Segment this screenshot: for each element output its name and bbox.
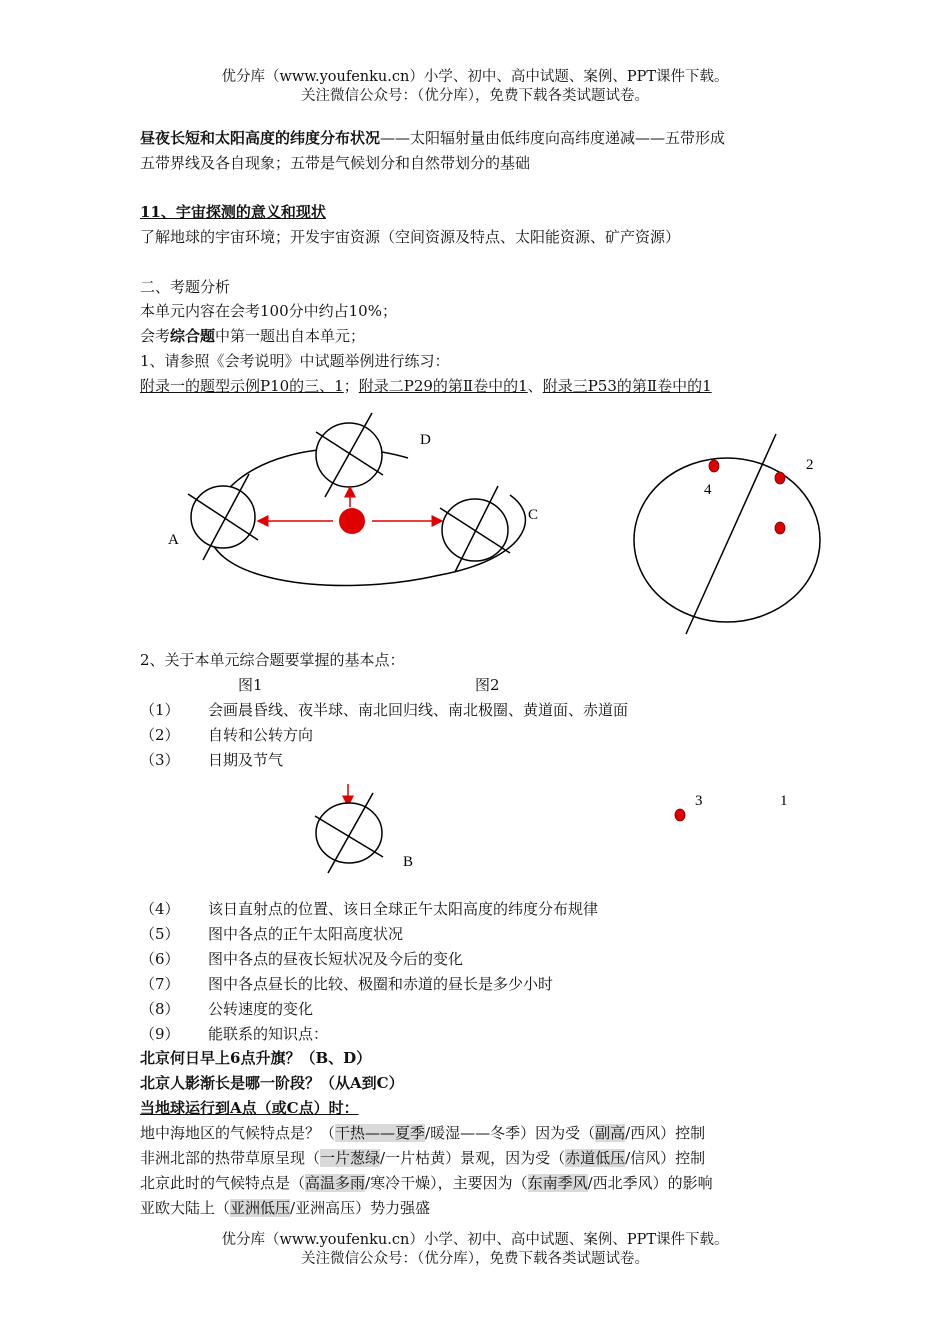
- point-text: 图中各点昼长的比较、极圈和赤道的昼长是多少小时: [208, 975, 554, 993]
- point-row-8: [140, 999, 313, 1019]
- label-d: D: [420, 432, 431, 448]
- section-11-title: 11、宇宙探测的意义和现状: [140, 203, 326, 221]
- point-text: 图中各点的正午太阳高度状况: [208, 925, 404, 943]
- sep-2: 、: [527, 377, 543, 395]
- intro-bold: 昼夜长短和太阳高度的纬度分布状况: [140, 129, 381, 147]
- answer-highlight: 赤道低压: [565, 1149, 626, 1167]
- label-a: A: [168, 532, 179, 548]
- text-seg: /亚洲高压）势力强盛: [290, 1199, 431, 1217]
- text-seg: /暖湿——冬季）因为受（: [425, 1124, 596, 1142]
- earth-a: [188, 474, 258, 560]
- climate-row-1: [140, 1123, 705, 1143]
- footer-line-2: 关注微信公众号：（优分库），免费下载各类试题试卷。: [301, 1251, 649, 1267]
- answer-highlight: 亚洲低压: [230, 1199, 291, 1217]
- answer-highlight: 高温多雨: [305, 1174, 366, 1192]
- analysis-heading: 二、考题分析: [140, 278, 231, 296]
- figure-2-lower: [675, 793, 788, 821]
- figure-2: [634, 434, 820, 634]
- figure-2-caption: 图2: [475, 676, 500, 694]
- point-row-5: [140, 924, 403, 944]
- earth-b: [315, 784, 413, 873]
- point-num: （3）: [140, 751, 180, 769]
- climate-row-2: [140, 1148, 705, 1168]
- text-seg: /一片枯黄）景观，因为受（: [380, 1149, 566, 1167]
- point-num: （1）: [140, 701, 180, 719]
- point-num: （9）: [140, 1025, 180, 1043]
- label-4: 4: [704, 482, 712, 498]
- intro-rest: ——太阳辐射量由低纬度向高纬度递减——五带形成: [380, 129, 726, 147]
- text-seg: 亚欧大陆上（: [140, 1199, 231, 1217]
- point-text: 该日直射点的位置、该日全球正午太阳高度的纬度分布规律: [208, 900, 599, 918]
- point-text: 公转速度的变化: [208, 1000, 314, 1018]
- text-seg: /西北季风）的影响: [587, 1174, 713, 1192]
- figure-2-circle: [634, 458, 820, 622]
- section-11-text: 了解地球的宇宙环境；开发宇宙资源（空间资源及特点、太阳能资源、矿产资源）: [140, 228, 681, 246]
- analysis-l2-c: 中第一题出自本单元；: [215, 327, 366, 345]
- point-row-4: [140, 899, 598, 919]
- header-line-1: 优分库（www.youfenku.cn）小学、初中、高中试题、案例、PPT课件下载。: [221, 69, 729, 85]
- figure-1: [168, 413, 538, 586]
- point-num: （5）: [140, 925, 180, 943]
- point-row-3: [140, 750, 283, 770]
- text-seg: /西风）控制: [625, 1124, 706, 1142]
- analysis-line-3: 1、请参照《会考说明》中试题举例进行练习：: [140, 352, 450, 370]
- point-text: 会画晨昏线、夜半球、南北回归线、南北极圈、黄道面、赤道面: [208, 701, 629, 719]
- sep-1: ；: [343, 377, 359, 395]
- point-text: 日期及节气: [208, 751, 284, 769]
- point-text: 图中各点的昼夜长短状况及今后的变化: [208, 950, 464, 968]
- point-num: （4）: [140, 900, 180, 918]
- answer-highlight: 一片葱绿: [320, 1149, 381, 1167]
- analysis-l2-a: 会考: [140, 327, 171, 345]
- climate-row-3: [140, 1173, 713, 1193]
- label-b: B: [403, 854, 414, 870]
- point-row-1: [140, 700, 628, 720]
- header-line-2: 关注微信公众号：（优分库），免费下载各类试题试卷。: [301, 88, 649, 104]
- analysis-l2-b: 综合题: [170, 327, 216, 345]
- point-num: （6）: [140, 950, 180, 968]
- appendix-3-ref: 附录三P53的第Ⅱ卷中的1: [542, 377, 712, 395]
- point-4: [709, 460, 719, 472]
- text-seg: /信风）控制: [625, 1149, 706, 1167]
- question-3: 当地球运行到A点（或C点）时：: [140, 1099, 359, 1117]
- appendix-2-ref: 附录二P29的第Ⅱ卷中的1: [358, 377, 528, 395]
- answer-highlight: 东南季风: [527, 1174, 588, 1192]
- analysis-line-1: 本单元内容在会考100分中约占10%；: [140, 302, 397, 320]
- point-num: （8）: [140, 1000, 180, 1018]
- label-1: 1: [780, 793, 788, 809]
- point-num: （2）: [140, 726, 180, 744]
- answer-highlight: 副高: [595, 1124, 626, 1142]
- point-num: （7）: [140, 975, 180, 993]
- point-2: [775, 472, 785, 484]
- text-seg: 地中海地区的气候特点是？（: [140, 1124, 336, 1142]
- text-seg: /寒冷干燥），主要因为（: [365, 1174, 528, 1192]
- point-row-9: [140, 1024, 328, 1044]
- label-3: 3: [695, 793, 703, 809]
- point-text: 自转和公转方向: [208, 726, 314, 744]
- points-title: 2、关于本单元综合题要掌握的基本点：: [140, 651, 405, 669]
- appendix-1-ref: 附录一的题型示例P10的三、1: [140, 377, 344, 395]
- earth-c: [440, 486, 510, 572]
- question-2: 北京人影渐长是哪一阶段？（从A到C）: [140, 1074, 404, 1092]
- point-mid: [775, 522, 785, 534]
- sun: [339, 508, 365, 534]
- intro-line-2: 五带界线及各自现象；五带是气候划分和自然带划分的基础: [140, 154, 531, 172]
- question-1: 北京何日早上6点升旗？（B、D）: [140, 1049, 372, 1067]
- text-seg: 北京此时的气候特点是（: [140, 1174, 306, 1192]
- figure-1-caption: 图1: [238, 676, 263, 694]
- point-row-6: [140, 949, 463, 969]
- climate-row-4: [140, 1198, 430, 1218]
- answer-highlight: 干热——夏季: [335, 1124, 426, 1142]
- point-row-7: [140, 974, 553, 994]
- label-2: 2: [806, 457, 814, 473]
- point-row-2: [140, 725, 313, 745]
- figure-2-axis: [686, 434, 776, 634]
- footer-line-1: 优分库（www.youfenku.cn）小学、初中、高中试题、案例、PPT课件下载。: [221, 1232, 729, 1248]
- point-text: 能联系的知识点：: [208, 1025, 329, 1043]
- text-seg: 非洲北部的热带草原呈现（: [140, 1149, 321, 1167]
- label-c: C: [528, 507, 539, 523]
- point-3: [675, 809, 685, 821]
- earth-d: [316, 413, 383, 497]
